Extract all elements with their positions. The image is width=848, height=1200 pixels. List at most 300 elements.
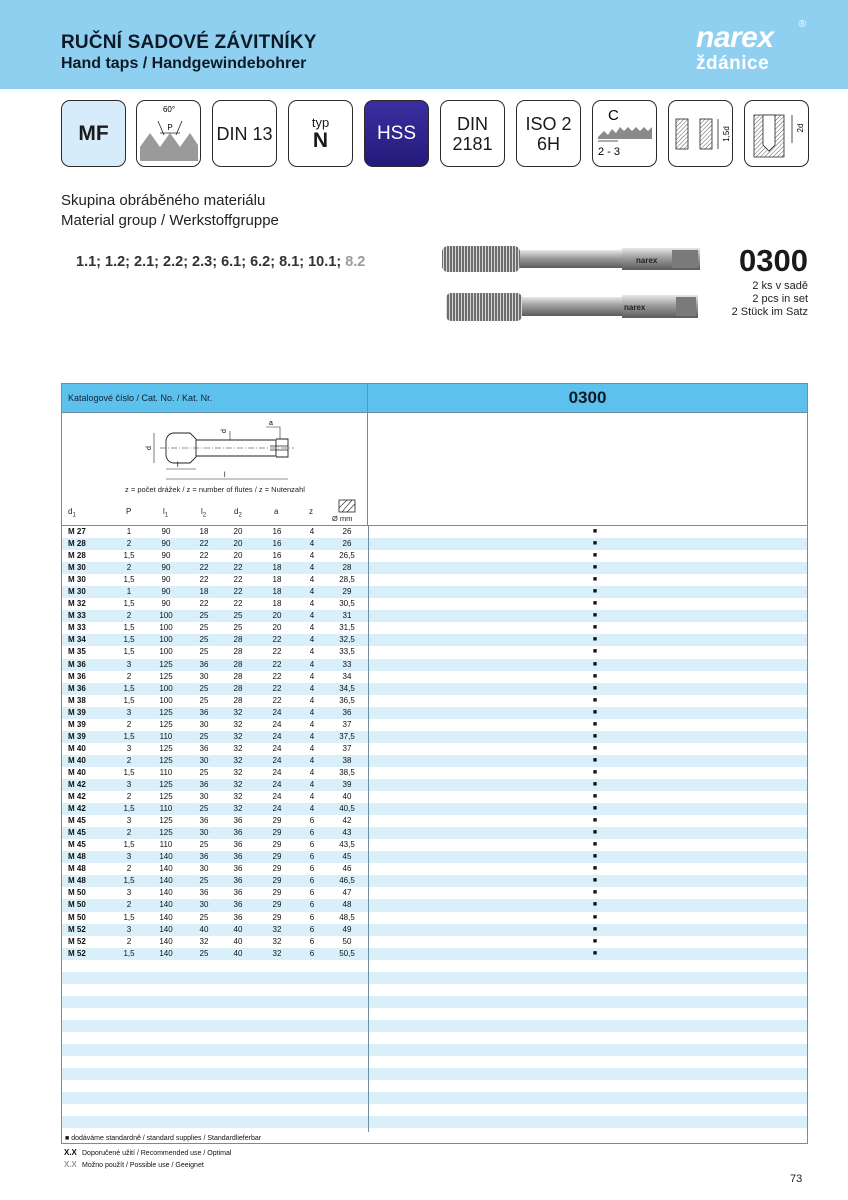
standard-supply-mark: ■ [592, 768, 598, 776]
standard-supply-mark: ■ [592, 564, 598, 572]
cell-p: 1,5 [123, 948, 135, 958]
cell-a: 22 [272, 635, 282, 645]
cell-z: 4 [309, 707, 315, 717]
cell-dd2: 28 [233, 647, 243, 657]
cell-mm: 26 [342, 527, 352, 536]
legend [64, 1147, 231, 1171]
cell-d1: M 48 [68, 876, 86, 886]
cell-p: 1,5 [123, 912, 135, 922]
cell-z: 4 [309, 587, 315, 597]
logo-zdanice: ždánice [696, 53, 770, 74]
legend-pos-text: Možno použít / Possible use / Geeignet [82, 1162, 204, 1169]
cell-dd2: 36 [233, 840, 243, 850]
table-row [62, 1104, 807, 1116]
cell-mm: 33,5 [339, 647, 355, 657]
cell-p: 3 [126, 779, 132, 789]
pitch-label: P [166, 122, 173, 132]
cell-p: 1,5 [123, 876, 135, 886]
cell-z: 6 [309, 888, 315, 898]
cell-z: 4 [309, 767, 315, 777]
cell-l2: 22 [199, 539, 209, 549]
cell-dd2: 40 [233, 948, 243, 958]
cell-d1: M 28 [68, 539, 86, 549]
cell-a: 18 [272, 587, 282, 597]
cell-mm: 42 [342, 816, 352, 826]
material-group-title [61, 191, 279, 231]
cell-l1: 140 [159, 924, 173, 934]
cell-mm: 48,5 [339, 912, 355, 922]
legend-standard [65, 1135, 261, 1142]
standard-supply-mark: ■ [592, 660, 598, 668]
cell-dd2: 22 [233, 575, 243, 585]
cell-l2: 25 [199, 695, 209, 705]
cell-mm: 40 [342, 792, 352, 802]
angle-label: 60° [162, 104, 175, 114]
standard-supply-mark: ■ [592, 672, 598, 680]
cell-dd2: 36 [233, 828, 243, 838]
cell-p: 3 [126, 888, 132, 898]
cell-l1: 90 [161, 551, 171, 561]
table-row [62, 972, 807, 984]
table-row [62, 683, 807, 695]
material-line-cz: Skupina obráběného materiálu [61, 192, 266, 209]
cell-d1: M 39 [68, 707, 86, 717]
badge-din2181 [440, 100, 505, 167]
cell-z: 6 [309, 924, 315, 934]
cell-d1: M 50 [68, 888, 86, 898]
table-row [62, 948, 807, 960]
cell-mm: 37 [342, 743, 352, 753]
cell-a: 22 [272, 659, 282, 669]
cell-d1: M 52 [68, 924, 86, 934]
table-row [62, 875, 807, 887]
badge-through-hole [668, 100, 733, 167]
table-row [62, 634, 807, 646]
cell-p: 1,5 [123, 551, 135, 561]
cell-l2: 40 [199, 924, 209, 934]
cell-l2: 22 [199, 551, 209, 561]
cell-a: 18 [272, 575, 282, 585]
cell-z: 6 [309, 948, 315, 958]
cell-l2: 25 [199, 840, 209, 850]
material-line-en: Material group / Werkstoffgruppe [61, 212, 279, 229]
cell-a: 29 [272, 888, 282, 898]
cell-p: 3 [126, 659, 132, 669]
cell-a: 24 [272, 731, 282, 741]
table-row [62, 767, 807, 779]
page-header [0, 0, 848, 89]
cell-d1: M 30 [68, 575, 86, 585]
cell-dd2: 20 [233, 551, 243, 561]
cell-mm: 40,5 [339, 804, 355, 814]
table-row [62, 671, 807, 683]
tap-dimension-diagram [62, 412, 368, 497]
chamfer-icon [594, 103, 656, 165]
table-row [62, 803, 807, 815]
badge-din2181-a: DIN [457, 113, 488, 134]
table-row [62, 610, 807, 622]
cell-a: 24 [272, 804, 282, 814]
cell-l1: 125 [159, 779, 173, 789]
standard-supply-mark: ■ [592, 865, 598, 873]
table-row [62, 598, 807, 610]
chamfer-range: 2 - 3 [597, 145, 620, 158]
cell-a: 29 [272, 852, 282, 862]
cell-a: 22 [272, 647, 282, 657]
page-title: RUČNÍ SADOVÉ ZÁVITNÍKY [61, 32, 317, 53]
cell-d1: M 52 [68, 936, 86, 946]
cell-d1: M 48 [68, 864, 86, 874]
standard-supply-mark: ■ [592, 600, 598, 608]
table-row [62, 863, 807, 875]
cell-a: 20 [272, 611, 282, 621]
table-row [62, 984, 807, 996]
standard-supply-mark: ■ [592, 648, 598, 656]
col-mm: Ø mm [332, 514, 353, 523]
standard-supply-mark: ■ [592, 889, 598, 897]
cell-a: 24 [272, 743, 282, 753]
col-d1: $d_1$ [68, 507, 76, 519]
cell-l1: 100 [159, 695, 173, 705]
cell-l2: 30 [199, 864, 209, 874]
cell-a: 29 [272, 876, 282, 886]
col-l2: $l_2$ [201, 507, 207, 519]
standard-supply-mark: ■ [592, 588, 598, 596]
cell-mm: 39 [342, 779, 352, 789]
cell-dd2: 32 [233, 755, 243, 765]
cell-mm: 32,5 [339, 635, 355, 645]
cell-mm: 37 [342, 719, 352, 729]
cell-d1: M 45 [68, 816, 86, 826]
page-subtitle: Hand taps / Handgewindebohrer [61, 55, 307, 72]
badge-iso-b: 6H [536, 133, 560, 154]
cell-a: 29 [272, 900, 282, 910]
badge-mf [61, 100, 126, 167]
cell-dd2: 40 [233, 936, 243, 946]
table-row [62, 1044, 807, 1056]
pcs-de: 2 Stück im Satz [731, 306, 808, 318]
cell-mm: 31,5 [339, 623, 355, 633]
cell-d1: M 36 [68, 671, 86, 681]
tap-1-brand: narex [636, 256, 658, 265]
cell-d1: M 40 [68, 767, 86, 777]
cell-mm: 47 [342, 888, 352, 898]
cell-a: 24 [272, 779, 282, 789]
standard-supply-mark: ■ [592, 780, 598, 788]
drill-diameter-icon [338, 498, 356, 514]
through-depth-label: 1,5d [721, 125, 731, 142]
cell-l2: 36 [199, 743, 209, 753]
badge-hss [364, 100, 429, 167]
cell-l1: 110 [159, 804, 173, 814]
cell-z: 4 [309, 779, 315, 789]
cell-a: 24 [272, 719, 282, 729]
cell-mm: 34 [342, 671, 352, 681]
cell-p: 3 [126, 743, 132, 753]
cell-mm: 48 [342, 900, 352, 910]
tap-2 [446, 293, 698, 321]
cell-z: 6 [309, 912, 315, 922]
cell-l1: 125 [159, 671, 173, 681]
cell-d1: M 48 [68, 852, 86, 862]
cell-l1: 140 [159, 912, 173, 922]
cell-z: 4 [309, 599, 315, 609]
cell-z: 4 [309, 563, 315, 573]
cell-l2: 25 [199, 611, 209, 621]
table-row [62, 1116, 807, 1128]
cell-z: 4 [309, 539, 315, 549]
table-row [62, 924, 807, 936]
catno-header-label: Katalogové číslo / Cat. No. / Kat. Nr. [62, 384, 368, 412]
cell-l1: 140 [159, 948, 173, 958]
table-row [62, 996, 807, 1008]
legend-standard-text: dodáváme standardně / standard supplies / Standardlieferbar [71, 1135, 262, 1142]
cell-a: 29 [272, 828, 282, 838]
table-row [62, 899, 807, 911]
cell-z: 4 [309, 804, 315, 814]
cell-mm: 34,5 [339, 683, 355, 693]
cell-d1: M 42 [68, 779, 86, 789]
column-divider [368, 526, 369, 1132]
cell-z: 4 [309, 611, 315, 621]
cell-z: 4 [309, 731, 315, 741]
standard-supply-mark: ■ [592, 612, 598, 620]
blind-depth-label: 2d [795, 123, 805, 132]
col-z: z [309, 507, 313, 516]
cell-l2: 25 [199, 623, 209, 633]
standard-supply-mark: ■ [592, 925, 598, 933]
cell-d1: M 42 [68, 792, 86, 802]
standard-supply-mark: ■ [592, 913, 598, 921]
table-row [62, 1056, 807, 1068]
cell-dd2: 32 [233, 804, 243, 814]
dim-l1: l [224, 472, 226, 479]
cell-mm: 50,5 [339, 948, 355, 958]
cell-l1: 110 [159, 731, 173, 741]
cell-dd2: 32 [233, 731, 243, 741]
cell-l1: 100 [159, 647, 173, 657]
cell-l2: 25 [199, 912, 209, 922]
table-row [62, 622, 807, 634]
table-row [62, 526, 807, 538]
tap-1 [442, 246, 700, 272]
dim-a: a [269, 420, 273, 427]
cell-dd2: 32 [233, 707, 243, 717]
cell-l2: 36 [199, 852, 209, 862]
table-row [62, 1020, 807, 1032]
cell-l2: 25 [199, 767, 209, 777]
table-row [62, 1032, 807, 1044]
blind-hole-icon [746, 103, 808, 165]
cell-dd2: 32 [233, 743, 243, 753]
cell-d1: M 45 [68, 828, 86, 838]
standard-supply-mark: ■ [592, 576, 598, 584]
cell-a: 32 [272, 936, 282, 946]
cell-l1: 140 [159, 936, 173, 946]
cell-p: 1,5 [123, 635, 135, 645]
cell-l2: 25 [199, 731, 209, 741]
cell-d1: M 33 [68, 623, 86, 633]
cell-dd2: 20 [233, 539, 243, 549]
cell-p: 1,5 [123, 575, 135, 585]
cell-p: 3 [126, 924, 132, 934]
standard-supply-mark: ■ [592, 636, 598, 644]
legend-rec-text: Doporučené užití / Recommended use / Optimal [82, 1150, 232, 1157]
table-row [62, 1092, 807, 1104]
standard-supply-mark: ■ [592, 708, 598, 716]
cell-mm: 49 [342, 924, 352, 934]
badge-din13-label: DIN 13 [216, 123, 273, 144]
cell-l2: 18 [199, 587, 209, 597]
cell-z: 4 [309, 671, 315, 681]
cell-dd2: 25 [233, 611, 243, 621]
cell-l2: 22 [199, 575, 209, 585]
table-body [62, 526, 807, 1128]
cell-dd2: 36 [233, 888, 243, 898]
cell-l2: 22 [199, 599, 209, 609]
cell-d1: M 36 [68, 683, 86, 693]
cell-a: 24 [272, 792, 282, 802]
cell-l2: 30 [199, 719, 209, 729]
cell-a: 16 [272, 539, 282, 549]
cell-l1: 90 [161, 563, 171, 573]
cell-z: 4 [309, 695, 315, 705]
cell-a: 22 [272, 671, 282, 681]
cell-z: 6 [309, 864, 315, 874]
dim-d1: d [146, 446, 153, 450]
cell-mm: 38 [342, 755, 352, 765]
cell-p: 2 [126, 755, 132, 765]
table-row [62, 815, 807, 827]
cell-l1: 140 [159, 900, 173, 910]
cell-l2: 36 [199, 779, 209, 789]
cell-z: 4 [309, 755, 315, 765]
legend-possible [64, 1159, 231, 1171]
cell-z: 6 [309, 936, 315, 946]
cell-dd2: 32 [233, 792, 243, 802]
legend-recommended [64, 1147, 231, 1159]
cell-a: 20 [272, 623, 282, 633]
cell-l2: 36 [199, 816, 209, 826]
cell-l2: 30 [199, 671, 209, 681]
narex-logo [694, 19, 806, 78]
badge-type-label: typ [311, 114, 330, 130]
standard-supply-mark: ■ [592, 684, 598, 692]
cell-z: 4 [309, 551, 315, 561]
cell-l2: 25 [199, 683, 209, 693]
column-headers [62, 497, 368, 525]
standard-supply-mark: ■ [592, 732, 598, 740]
table-row [62, 1068, 807, 1080]
cell-l1: 125 [159, 707, 173, 717]
cell-mm: 46 [342, 864, 352, 874]
cell-l2: 30 [199, 900, 209, 910]
standard-supply-mark: ■ [592, 624, 598, 632]
table-row [62, 731, 807, 743]
cell-p: 3 [126, 816, 132, 826]
cell-p: 2 [126, 563, 132, 573]
cell-l1: 140 [159, 864, 173, 874]
cell-a: 29 [272, 912, 282, 922]
col-a: a [274, 507, 279, 516]
cell-mm: 43,5 [339, 840, 355, 850]
standard-supply-mark: ■ [592, 805, 598, 813]
cell-mm: 31 [342, 611, 352, 621]
cell-p: 2 [126, 900, 132, 910]
cell-p: 1,5 [123, 731, 135, 741]
cell-l1: 100 [159, 635, 173, 645]
cell-mm: 28,5 [339, 575, 355, 585]
cell-dd2: 22 [233, 599, 243, 609]
cell-l1: 125 [159, 828, 173, 838]
material-groups [76, 254, 365, 270]
cell-p: 2 [126, 611, 132, 621]
table-row [62, 791, 807, 803]
legend-pos-mark: X.X [64, 1160, 77, 1169]
cell-l2: 25 [199, 635, 209, 645]
cell-l2: 25 [199, 647, 209, 657]
cell-d1: M 50 [68, 912, 86, 922]
cell-z: 4 [309, 792, 315, 802]
standard-supply-mark: ■ [592, 949, 598, 957]
standard-supply-mark: ■ [592, 696, 598, 704]
cell-l1: 125 [159, 719, 173, 729]
col-l1: $l_1$ [163, 507, 169, 519]
cell-l1: 100 [159, 623, 173, 633]
cell-l1: 140 [159, 876, 173, 886]
cell-p: 1,5 [123, 599, 135, 609]
cell-p: 1 [126, 527, 132, 536]
table-row [62, 719, 807, 731]
spec-badges [61, 100, 809, 167]
cell-p: 3 [126, 707, 132, 717]
cell-z: 4 [309, 527, 315, 536]
cell-l2: 30 [199, 755, 209, 765]
standard-supply-mark: ■ [592, 901, 598, 909]
standard-supply-mark: ■ [592, 540, 598, 548]
cell-mm: 43 [342, 828, 352, 838]
cell-d1: M 35 [68, 647, 86, 657]
cell-p: 1,5 [123, 623, 135, 633]
cell-p: 2 [126, 828, 132, 838]
cell-dd2: 36 [233, 900, 243, 910]
cell-l2: 18 [199, 527, 209, 536]
cell-a: 24 [272, 755, 282, 765]
cell-d1: M 28 [68, 551, 86, 561]
cell-l1: 90 [161, 527, 171, 536]
table-row [62, 912, 807, 924]
cell-a: 29 [272, 864, 282, 874]
cell-a: 16 [272, 527, 282, 536]
cell-dd2: 22 [233, 587, 243, 597]
standard-supply-mark: ■ [592, 552, 598, 560]
cell-p: 2 [126, 671, 132, 681]
cell-p: 1,5 [123, 695, 135, 705]
cell-d1: M 36 [68, 659, 86, 669]
cell-d1: M 42 [68, 804, 86, 814]
cell-d1: M 30 [68, 587, 86, 597]
table-row [62, 1080, 807, 1092]
pcs-cz: 2 ks v sadě [752, 280, 808, 292]
material-groups-possible: 8.2 [345, 254, 366, 270]
cell-d1: M 45 [68, 840, 86, 850]
table-row [62, 960, 807, 972]
cell-d1: M 40 [68, 743, 86, 753]
table-row [62, 827, 807, 839]
cell-l1: 100 [159, 683, 173, 693]
col-p: P [126, 507, 132, 516]
badge-mf-label: MF [78, 121, 109, 145]
